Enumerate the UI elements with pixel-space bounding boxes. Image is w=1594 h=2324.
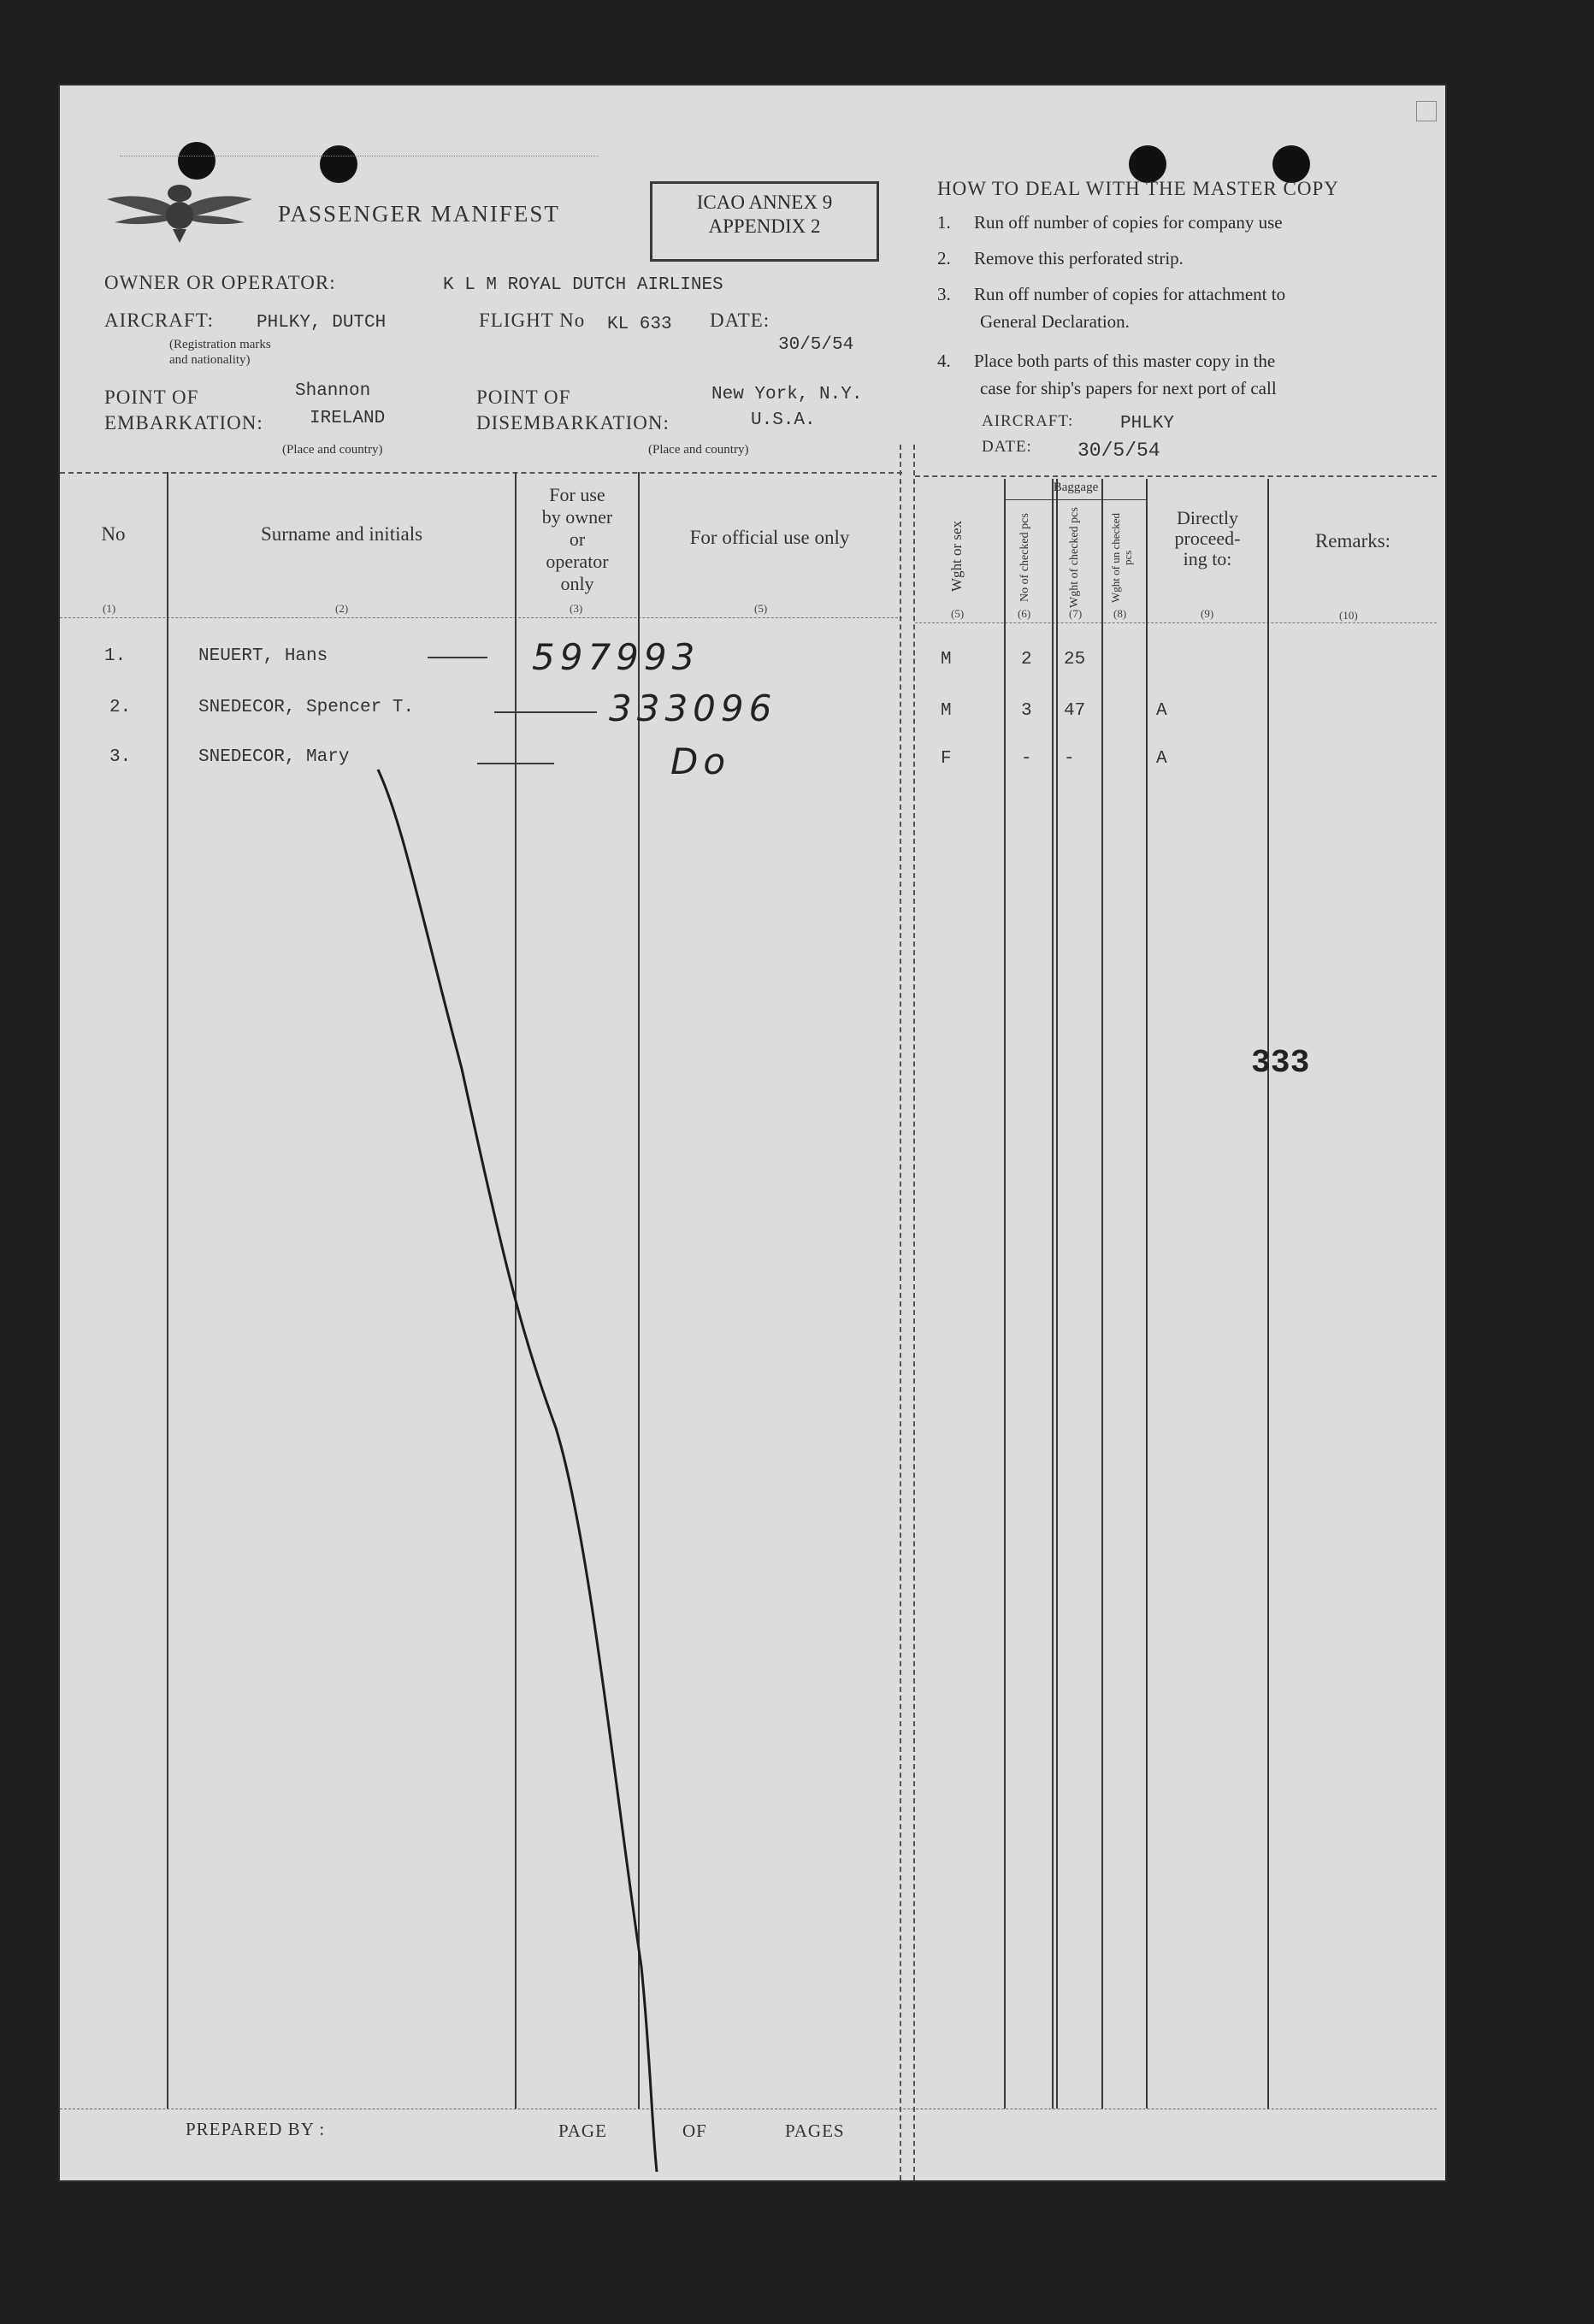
instruction-num: 2. bbox=[937, 248, 951, 268]
directly-line: ing to: bbox=[1183, 548, 1232, 569]
form-title: PASSENGER MANIFEST bbox=[278, 201, 560, 227]
embark-label-1: POINT OF bbox=[104, 386, 199, 408]
aircraft-note-1: (Registration marks bbox=[169, 338, 271, 351]
row-wght: 47 bbox=[1064, 701, 1086, 721]
owner-value: K L M ROYAL DUTCH AIRLINES bbox=[443, 275, 723, 295]
owner-use-line: only bbox=[560, 573, 594, 594]
col-header-num-checked: No of checked pcs bbox=[1018, 513, 1031, 602]
col-header-wght-checked: Wght of checked pcs bbox=[1068, 507, 1081, 608]
col-number: (9) bbox=[1201, 607, 1214, 620]
instruction-item-3-cont: General Declaration. bbox=[980, 311, 1130, 332]
disembark-label-1: POINT OF bbox=[476, 386, 571, 408]
owner-use-line: operator bbox=[546, 551, 609, 572]
row-sex: M bbox=[941, 701, 952, 721]
flight-value: KL 633 bbox=[607, 315, 672, 334]
owner-use-line: or bbox=[569, 528, 586, 550]
row-dest: A bbox=[1156, 749, 1167, 769]
row-owner-use: 597993 bbox=[532, 636, 700, 678]
instr-aircraft-label: AIRCRAFT: bbox=[982, 412, 1074, 430]
instruction-text: Remove this perforated strip. bbox=[974, 248, 1184, 268]
row-name: SNEDECOR, Mary bbox=[198, 747, 350, 767]
manifest-paper bbox=[60, 86, 1445, 2180]
instruction-item-4-cont: case for ship's papers for next port of call bbox=[980, 378, 1277, 398]
page-label: PAGE bbox=[558, 2121, 607, 2141]
date-label: DATE: bbox=[710, 310, 770, 331]
disembark-value-2: U.S.A. bbox=[751, 410, 816, 430]
stamp-number: 333 bbox=[1251, 1045, 1310, 1082]
col-number: (5) bbox=[951, 607, 965, 620]
owner-use-line: For use bbox=[549, 484, 605, 505]
row-name: SNEDECOR, Spencer T. bbox=[198, 698, 415, 717]
row-no: 2. bbox=[109, 698, 132, 717]
instr-date-label: DATE: bbox=[982, 438, 1032, 456]
col-header-weight-sex: Wght or sex bbox=[948, 520, 965, 592]
row-sex: M bbox=[941, 650, 952, 669]
embark-label-2: EMBARKATION: bbox=[104, 412, 263, 434]
date-value: 30/5/54 bbox=[778, 335, 854, 355]
col-header-baggage: Baggage bbox=[1053, 481, 1099, 494]
pages-label: PAGES bbox=[785, 2121, 845, 2141]
annex-line-2: APPENDIX 2 bbox=[708, 215, 821, 237]
row-owner-use: 333096 bbox=[609, 687, 777, 729]
col-header-official: For official use only bbox=[689, 527, 850, 548]
prepared-by-label: PREPARED BY : bbox=[186, 2119, 326, 2139]
instruction-text: Place both parts of this master copy in the bbox=[974, 351, 1276, 371]
instructions-heading: HOW TO DEAL WITH THE MASTER COPY bbox=[937, 178, 1339, 199]
owner-use-line: by owner bbox=[541, 506, 613, 528]
aircraft-label: AIRCRAFT: bbox=[104, 310, 214, 331]
instr-date-value: 30/5/54 bbox=[1077, 439, 1160, 462]
owner-label: OWNER OR OPERATOR: bbox=[104, 272, 336, 293]
col-header-surname: Surname and initials bbox=[260, 523, 423, 545]
col-number: (2) bbox=[335, 602, 349, 615]
row-wght: 25 bbox=[1064, 650, 1086, 669]
col-number: (7) bbox=[1069, 607, 1083, 620]
disembark-value-1: New York, N.Y. bbox=[711, 385, 863, 404]
directly-line: proceed- bbox=[1174, 528, 1241, 549]
col-header-remarks: Remarks: bbox=[1314, 530, 1391, 552]
row-pcs: 3 bbox=[1021, 701, 1032, 721]
row-pcs: 2 bbox=[1021, 650, 1032, 669]
row-sex: F bbox=[941, 749, 952, 769]
instruction-num: 4. bbox=[937, 351, 951, 371]
col-number: (6) bbox=[1018, 607, 1031, 620]
disembark-place-note: (Place and country) bbox=[648, 443, 749, 457]
instruction-text: Run off number of copies for attachment to bbox=[974, 284, 1286, 304]
disembark-label-2: DISEMBARKATION: bbox=[476, 412, 670, 434]
col-number: (10) bbox=[1339, 609, 1358, 622]
col-number: (8) bbox=[1113, 607, 1127, 620]
row-pcs: - bbox=[1021, 749, 1032, 769]
instr-aircraft-value: PHLKY bbox=[1120, 414, 1175, 434]
instruction-num: 3. bbox=[937, 284, 951, 304]
col-header-wght-unchecked: Wght of un checked pcs bbox=[1109, 512, 1134, 603]
row-no: 1. bbox=[104, 646, 127, 666]
col-number: (3) bbox=[570, 602, 583, 615]
col-header-no: No bbox=[101, 523, 126, 545]
embark-place-note: (Place and country) bbox=[282, 443, 383, 457]
row-dest: A bbox=[1156, 701, 1167, 721]
of-label: OF bbox=[682, 2121, 707, 2141]
embark-value-2: IRELAND bbox=[310, 409, 386, 428]
annex-line-1: ICAO ANNEX 9 bbox=[696, 192, 833, 213]
embark-value-1: Shannon bbox=[295, 381, 371, 401]
flight-label: FLIGHT No bbox=[479, 310, 586, 331]
hand-drawn-line bbox=[60, 86, 1445, 2180]
instruction-num: 1. bbox=[937, 212, 951, 233]
aircraft-value: PHLKY, DUTCH bbox=[257, 313, 387, 333]
row-wght: - bbox=[1064, 749, 1075, 769]
row-name: NEUERT, Hans bbox=[198, 646, 328, 666]
col-number: (5) bbox=[754, 602, 768, 615]
instruction-text: Run off number of copies for company use bbox=[974, 212, 1283, 233]
col-number: (1) bbox=[103, 602, 116, 615]
row-no: 3. bbox=[109, 747, 132, 767]
row-owner-use: Do bbox=[670, 740, 731, 782]
aircraft-note-2: and nationality) bbox=[169, 353, 251, 367]
directly-line: Directly bbox=[1176, 507, 1239, 528]
